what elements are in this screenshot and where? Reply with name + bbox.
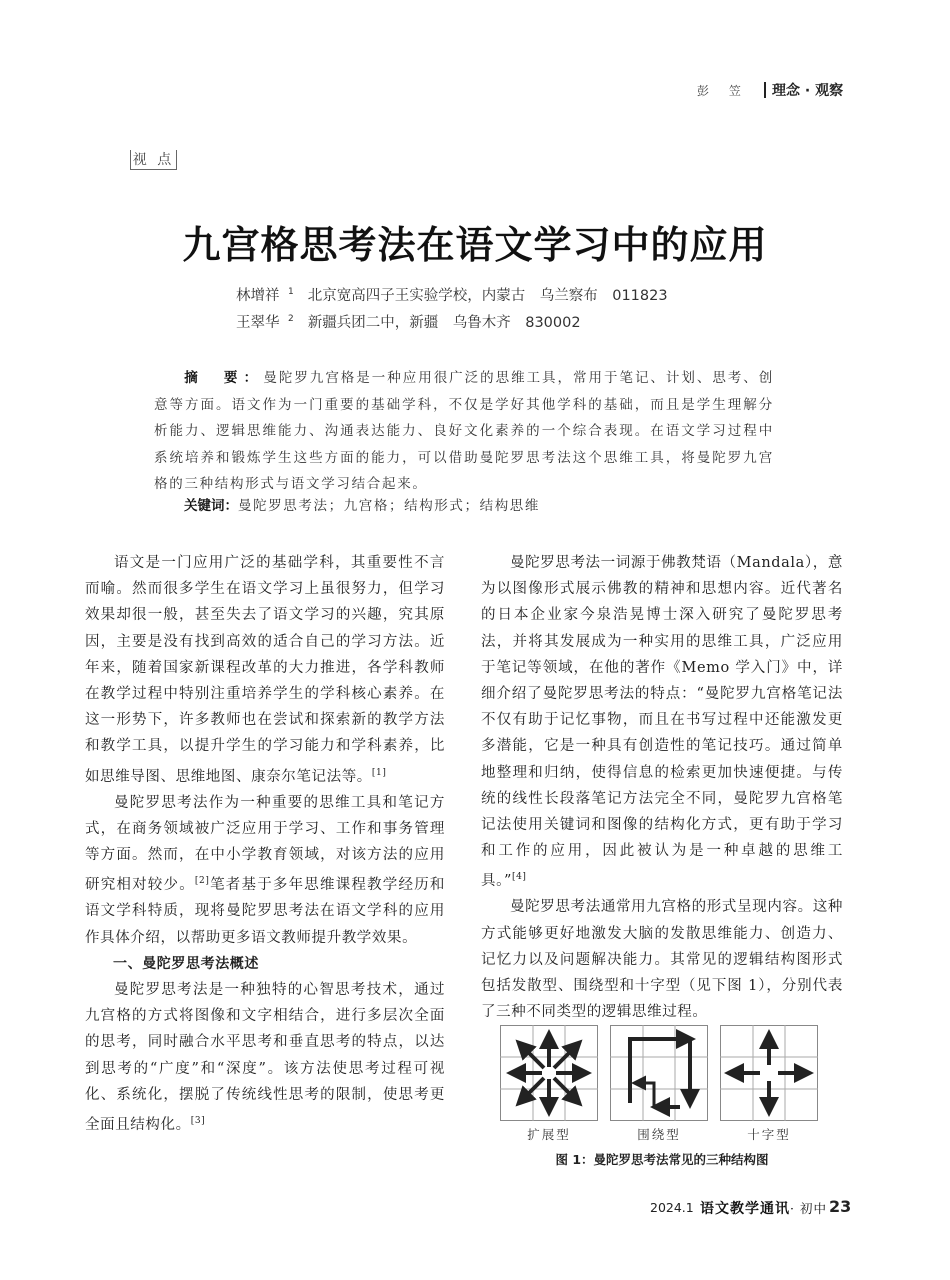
- body-right-column: [481, 550, 843, 1025]
- figure-label-cross: 十字型: [747, 1127, 791, 1142]
- author-name: 王翠华: [236, 315, 280, 331]
- author-sup: 1: [288, 287, 294, 298]
- author-affiliation: 北京宽高四子王实验学校，内蒙古 乌兰察布 011823: [307, 288, 668, 304]
- abstract: [154, 365, 774, 498]
- author-affiliation: 新疆兵团二中，新疆 乌鲁木齐 830002: [307, 315, 581, 331]
- paragraph: 曼陀罗思考法通常用九宫格的形式呈现内容。这种方式能够更好地激发大脑的发散思维能力、创造力、记忆力以及问题解决能力。其常见的逻辑结构图形式包括发散型、围绕型和十字型（见下图 1），分别代表了三种不同类型的逻辑思维过程。: [481, 899, 843, 1021]
- column-tag: [130, 150, 177, 170]
- running-header-section: 理念 · 观察: [772, 83, 844, 99]
- paragraph: 曼陀罗思考法作为一种重要的思维工具和笔记方式，在商务领域被广泛应用于学习、工作和事务管理等方面。然而，在中小学教育领域，对该方法的应用研究相对较少。[2]笔者基于多年思维课程教学经历和语文学科特质，现将曼陀罗思考法在语文学科的应用作具体介绍，以帮助更多语文教师提升教学效果。: [85, 794, 446, 946]
- author-sup: 2: [288, 314, 294, 325]
- keywords-label: 关键词：: [184, 498, 238, 514]
- keywords: [184, 494, 540, 514]
- journal-name: 语文教学通讯· 初中: [700, 1201, 827, 1217]
- abstract-text: 曼陀罗九宫格是一种应用很广泛的思维工具，常用于笔记、计划、思考、创意等方面。语文作为一门重要的基础学科，不仅是学好其他学科的基础，而且是学生理解分析能力、逻辑思维能力、沟通表达能力、良好文化素养的一个综合表现。在语文学习过程中系统培养和锻炼学生这些方面的能力，可以借助曼陀罗思考法这个思维工具，将曼陀罗九宫格的三种结构形式与语文学习结合起来。: [154, 370, 774, 492]
- abstract-label: 摘 要：: [184, 370, 264, 386]
- figure-caption: 图 1：曼陀罗思考法常见的三种结构图: [555, 1152, 769, 1167]
- article-title: 九宫格思考法在语文学习中的应用: [182, 222, 768, 267]
- author-1: [236, 284, 668, 305]
- cross-diagram: [720, 1025, 818, 1121]
- citation: [1]: [371, 767, 387, 778]
- citation: [3]: [190, 1115, 206, 1126]
- page-number: 23: [829, 1197, 852, 1216]
- paragraph: 语文是一门应用广泛的基础学科，其重要性不言而喻。然而很多学生在语文学习上虽很努力，但学习效果却很一般，甚至失去了语文学习的兴趣，究其原因，主要是没有找到高效的适合自己的学习方法。近年来，随着国家新课程改革的大力推进，各学科教师在教学过程中特别注重培养学生的学科核心素养。在这一形势下，许多教师也在尝试和探索新的教学方法和教学工具，以提升学生的学习能力和学科素养，比如思维导图、思维地图、康奈尔笔记法等。[1]: [85, 555, 445, 785]
- author-2: [236, 311, 581, 332]
- citation: [2]: [194, 876, 210, 887]
- issue-date: 2024.1: [650, 1200, 694, 1215]
- section-heading: 一、曼陀罗思考法概述: [113, 955, 259, 972]
- keywords-text: 曼陀罗思考法；九宫格；结构形式；结构思维: [238, 498, 540, 514]
- paragraph: 曼陀罗思考法一词源于佛教梵语（Mandala），意为以图像形式展示佛教的精神和思想内容。近代著名的日本企业家今泉浩晃博士深入研究了曼陀罗思考法，并将其发展成为一种实用的思维工具，广泛应用于笔记等领域，在他的著作《Memo 学入门》中，详细介绍了曼陀罗思考法的特点：“曼陀罗九宫格笔记法不仅有助于记忆事物，而且在书写过程中还能激发更多潜能，它是一种具有创造性的笔记技巧。通过简单地整理和归纳，使得信息的检索更加快速便捷。与传统的线性长段落笔记方法完全不同，曼陀罗九宫格笔记法使用关键词和图像的结构化方式，更有助于学习和工作的应用，因此被认为是一种卓越的思维工具。”[4]: [481, 555, 843, 890]
- surround-diagram: [610, 1025, 708, 1121]
- paragraph: 曼陀罗思考法是一种独特的心智思考技术，通过九宫格的方式将图像和文字相结合，进行多层次全面的思考，同时融合水平思考和垂直思考的特点，以达到思考的“广度”和“深度”。该方法使思考过程可视化、系统化，摆脱了传统线性思考的限制，使思考更全面且结构化。[3]: [85, 981, 445, 1133]
- body-left-column: [85, 550, 445, 1138]
- column-tag-label: 视 点: [132, 152, 175, 168]
- running-header-author: 彭 笠: [697, 84, 749, 98]
- citation: [4]: [511, 872, 527, 883]
- author-name: 林增祥: [236, 288, 280, 304]
- figure-label-expansion: 扩展型: [527, 1127, 571, 1142]
- figure-label-surround: 围绕型: [637, 1127, 681, 1142]
- expansion-diagram: [500, 1025, 598, 1121]
- header-divider: [764, 82, 766, 98]
